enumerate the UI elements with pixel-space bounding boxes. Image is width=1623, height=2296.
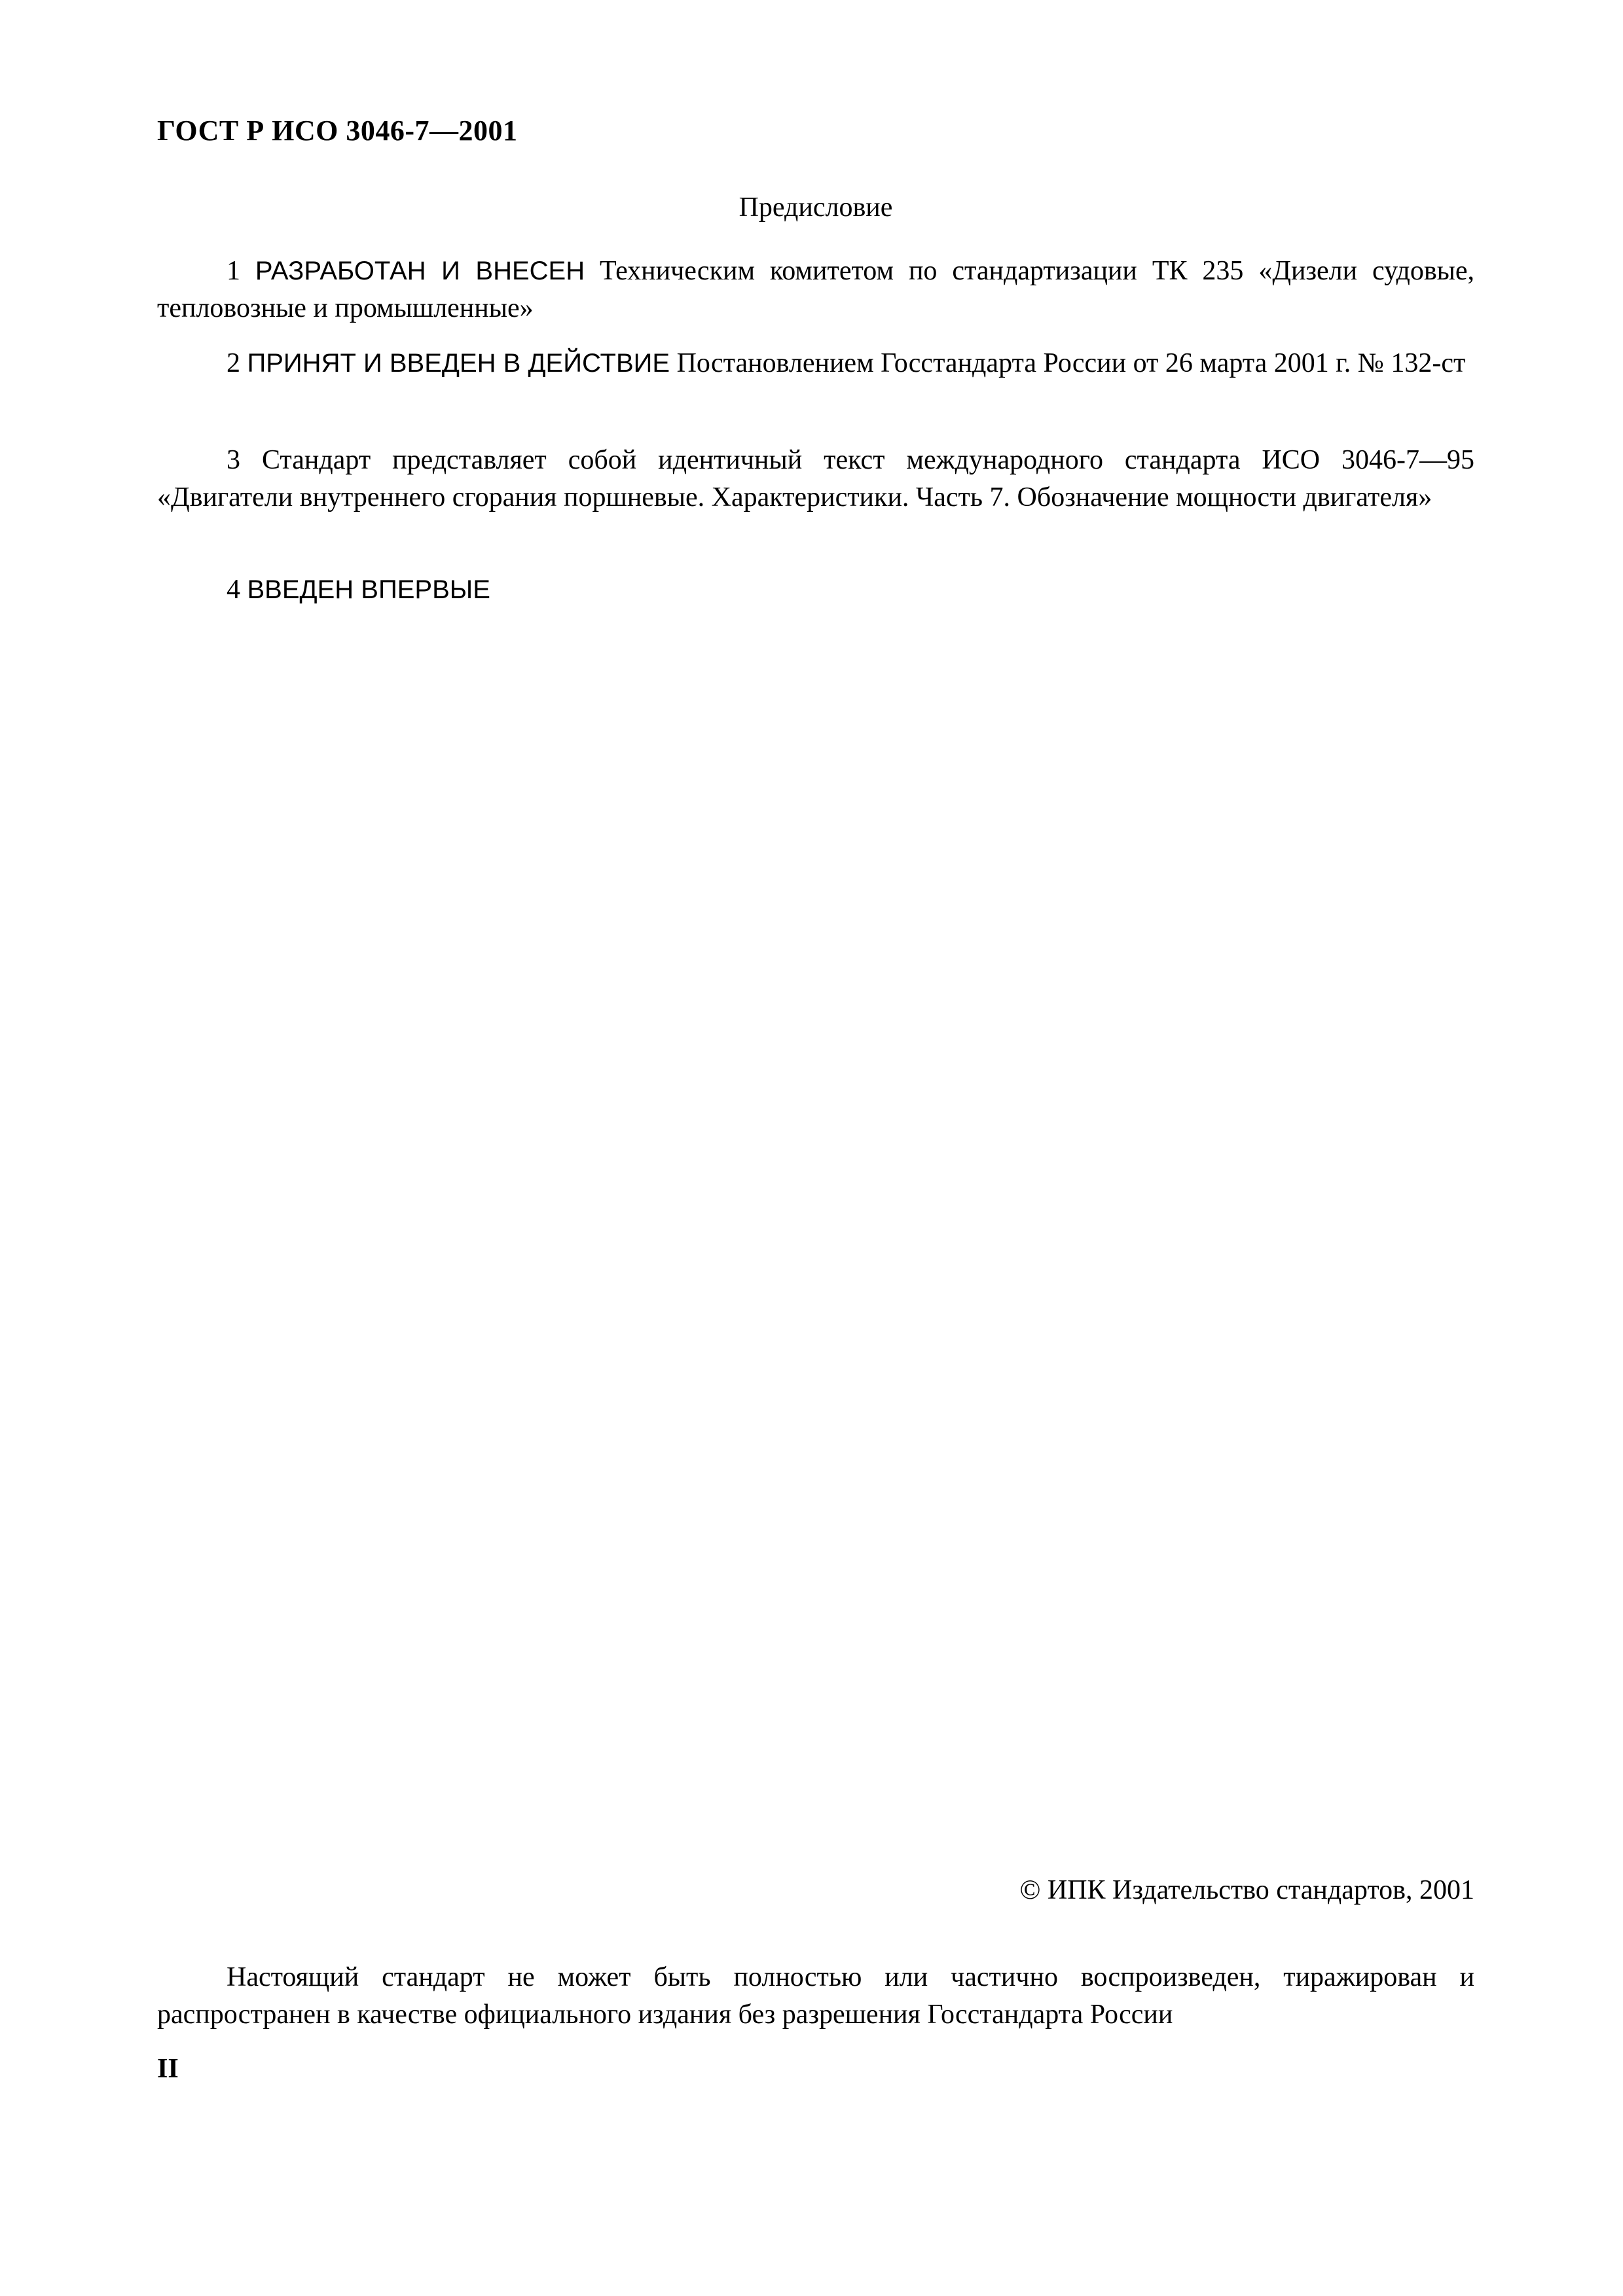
item-number: 2 bbox=[227, 348, 240, 378]
preface-item-3 bbox=[157, 442, 1474, 516]
item-text: Стандарт представляет собой идентичный текст международного стандарта ИСО 3046-7—95 «Двигатели внутреннего сгорания поршневые. Характеристики. Часть 7. Обозначение мощности двигателя» bbox=[157, 445, 1474, 512]
item-text: Постановлением Госстандарта России от 26 марта 2001 г. № 132-ст bbox=[676, 348, 1466, 378]
preface-item-2 bbox=[157, 345, 1474, 382]
item-lead: РАЗРАБОТАН И ВНЕСЕН bbox=[255, 257, 585, 285]
copyright-line: © ИПК Издательство стандартов, 2001 bbox=[1019, 1875, 1474, 1905]
item-number: 4 bbox=[227, 575, 240, 605]
preface-item-1 bbox=[157, 253, 1474, 327]
page-number: II bbox=[157, 2054, 179, 2084]
item-text: Техническим комитетом по стандартизации ТК 235 «Дизели судовые, тепловозные и промышленные» bbox=[157, 256, 1475, 323]
item-lead: ПРИНЯТ И ВВЕДЕН В ДЕЙСТВИЕ bbox=[247, 349, 670, 378]
item-number: 3 bbox=[227, 445, 240, 475]
preface-title: Предисловие bbox=[739, 192, 893, 223]
item-lead: ВВЕДЕН ВПЕРВЫЕ bbox=[247, 575, 490, 604]
document-code: ГОСТ Р ИСО 3046-7—2001 bbox=[157, 115, 518, 147]
reproduction-notice: Настоящий стандарт не может быть полностью или частично воспроизведен, тиражирован и распространен в качестве официального издания без разрешения Госстандарта России bbox=[157, 1962, 1474, 2030]
item-number: 1 bbox=[227, 256, 240, 286]
preface-item-4 bbox=[157, 571, 1474, 609]
